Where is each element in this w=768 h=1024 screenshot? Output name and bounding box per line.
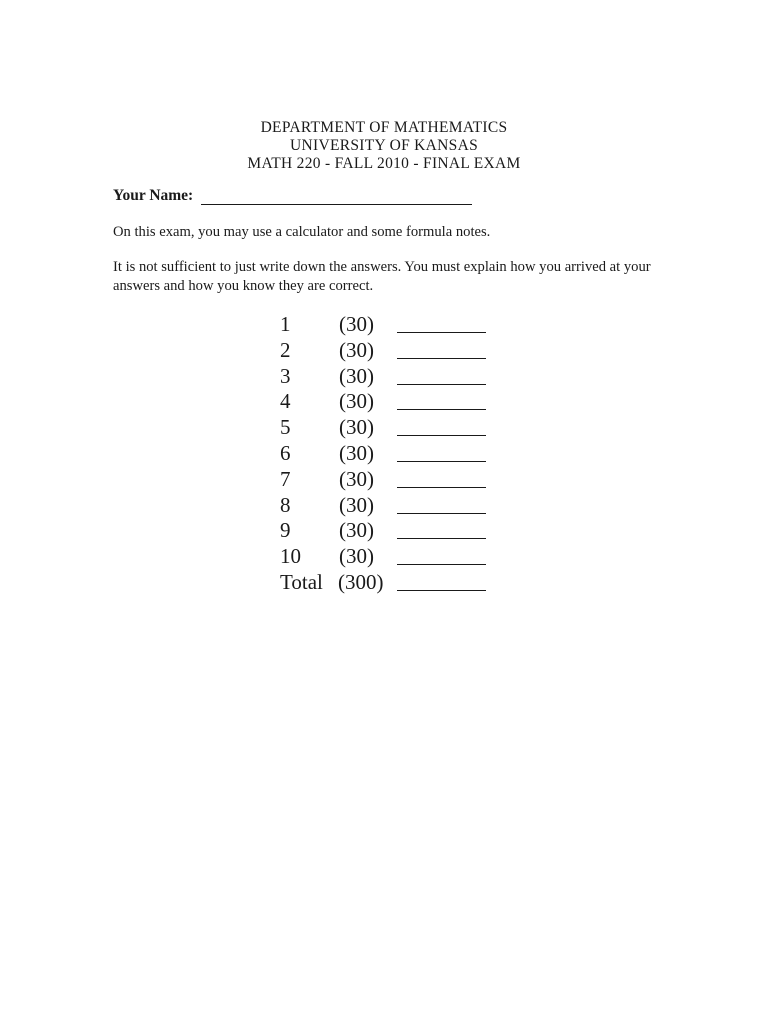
problem-points: (30): [339, 337, 374, 362]
course-title: MATH 220 - FALL 2010 - FINAL EXAM: [247, 155, 521, 172]
score-row-6: [280, 441, 510, 467]
score-row-2: [280, 338, 510, 364]
problem-points: (30): [339, 389, 374, 414]
score-row-7: [280, 467, 510, 493]
score-blank-line[interactable]: [397, 513, 486, 514]
score-blank-line[interactable]: [397, 384, 486, 385]
score-row-3: [280, 364, 510, 390]
problem-number: 2: [280, 337, 291, 362]
score-blank-line[interactable]: [397, 332, 486, 333]
score-blank-line[interactable]: [397, 358, 486, 359]
score-row-8: [280, 493, 510, 519]
score-blank-line[interactable]: [397, 435, 486, 436]
score-blank-line[interactable]: [397, 564, 486, 565]
name-label: Your Name:: [113, 187, 194, 204]
problem-number: 5: [280, 415, 291, 440]
problem-points: (30): [339, 440, 374, 465]
score-blank-line[interactable]: [397, 461, 486, 462]
score-row-total: [280, 570, 510, 596]
problem-points: (30): [339, 466, 374, 491]
problem-points: (30): [339, 363, 374, 388]
score-blank-line[interactable]: [397, 538, 486, 539]
total-points: (300): [338, 569, 384, 594]
problem-number: 8: [280, 492, 291, 517]
university-title: UNIVERSITY OF KANSAS: [290, 137, 478, 154]
calculator-instruction: On this exam, you may use a calculator and some formula notes.: [113, 224, 491, 240]
name-field-row: [113, 187, 472, 205]
problem-points: (30): [339, 544, 374, 569]
score-row-5: [280, 415, 510, 441]
score-blank-line[interactable]: [397, 487, 486, 488]
score-row-9: [280, 518, 510, 544]
score-blank-line[interactable]: [397, 409, 486, 410]
problem-points: (30): [339, 312, 374, 336]
problem-number: 4: [280, 389, 291, 414]
problem-number: 3: [280, 363, 291, 388]
problem-points: (30): [339, 492, 374, 517]
problem-number: 1: [280, 312, 291, 336]
name-blank-line[interactable]: [201, 190, 472, 205]
problem-points: (30): [339, 518, 374, 543]
explanation-instruction: It is not sufficient to just write down the answers. You must explain how you arrived at your answers and how you know they are correct.: [113, 259, 651, 294]
total-blank-line[interactable]: [397, 590, 486, 591]
score-table: [280, 312, 510, 596]
score-row-1: [280, 312, 510, 338]
problem-points: (30): [339, 415, 374, 440]
problem-number: 10: [280, 544, 301, 569]
problem-number: 7: [280, 466, 291, 491]
problem-number: 9: [280, 518, 291, 543]
department-title: DEPARTMENT OF MATHEMATICS: [260, 119, 508, 136]
score-row-10: [280, 544, 510, 570]
exam-header: [0, 119, 768, 173]
total-label: Total: [280, 569, 323, 594]
score-row-4: [280, 389, 510, 415]
problem-number: 6: [280, 440, 291, 465]
